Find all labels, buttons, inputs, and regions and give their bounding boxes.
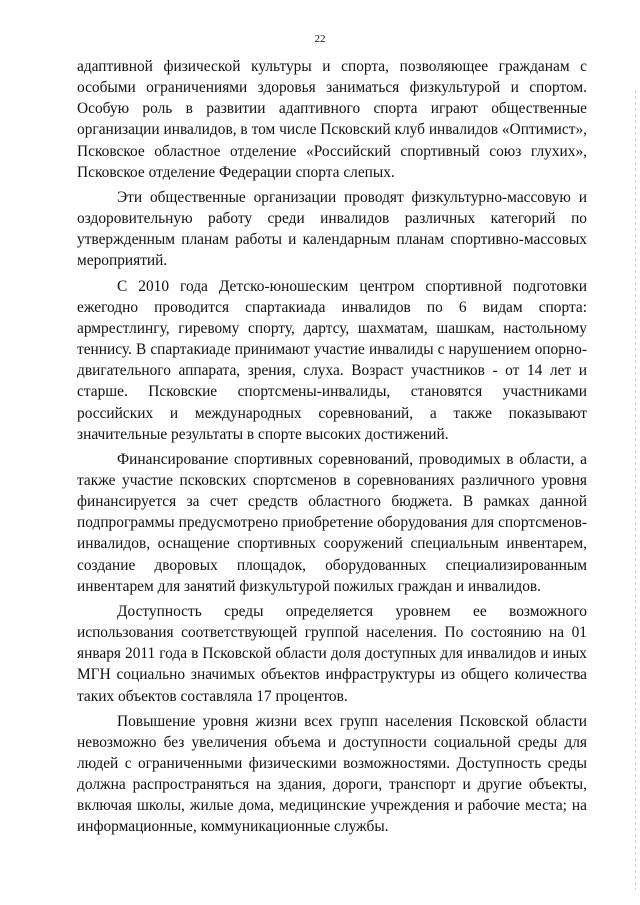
paragraph-5: Доступность среды определяется уровнем ее возможного использования соответствующей группой населения. По состоянию на 01 января 2011 года в Псковской области доля доступных для инвалидов и иных МГН социально значимых объектов инфраструктуры из общего количества таких объектов составляла 17 процентов. — [77, 602, 587, 705]
page-number: 22 — [314, 33, 326, 45]
paragraph-1: адаптивной физической культуры и спорта, позволяющее гражданам с особыми ограничениями здоровья заниматься физкультурой и спортом. Особую роль в развитии адаптивного спорта играют общественные организации инвалидов, в том числе Псковский клуб инвалидов «Оптимист», Псковское областное отделение «Российский спортивный союз глухих», Псковское отделение Федерации спорта слепых. — [77, 58, 587, 181]
paragraph-3: С 2010 года Детско-юношеским центром спортивной подготовки ежегодно проводится спартакиада инвалидов по 6 видам спорта: армрестлингу, гиревому спорту, дартсу, шахматам, шашкам, настольному теннису. В спартакиаде принимают участие инвалиды с нарушением опорно-двигательного аппарата, зрения, слуха. Возраст участников - от 14 лет и старше. Псковские спортсмены-инвалиды, становятся участниками российских и международных соревнований, а также показывают значительные результаты в спорте высоких достижений. — [77, 277, 587, 443]
paragraph-6: Повышение уровня жизни всех групп населения Псковской области невозможно без увеличения объема и доступности социальной среды для людей с ограниченными физическими возможностями. Доступность среды должна распространяться на здания, дороги, транспорт и другие объекты, включая школы, жилые дома, медицинские учреждения и рабочие места; на информационные, коммуникационные службы. — [77, 712, 587, 836]
scan-edge-line — [635, 90, 636, 890]
paragraph-4: Финансирование спортивных соревнований, проводимых в области, а также участие псковских спортсменов в соревнованиях различного уровня финансируется за счет средств областного бюджета. В рамках данной подпрограммы предусмотрено приобретение оборудования для спортсменов-инвалидов, оснащение спортивных сооружений специальным инвентарем, создание дворовых площадок, оборудованных специализированным инвентарем для занятий физкультурой пожилых граждан и инвалидов. — [77, 450, 587, 595]
body-text — [77, 56, 587, 842]
paragraph-2: Эти общественные организации проводят физкультурно-массовую и оздоровительную работу среди инвалидов различных категорий по утвержденным планам работы и календарным планам спортивно-массовых мероприятий. — [77, 188, 587, 270]
